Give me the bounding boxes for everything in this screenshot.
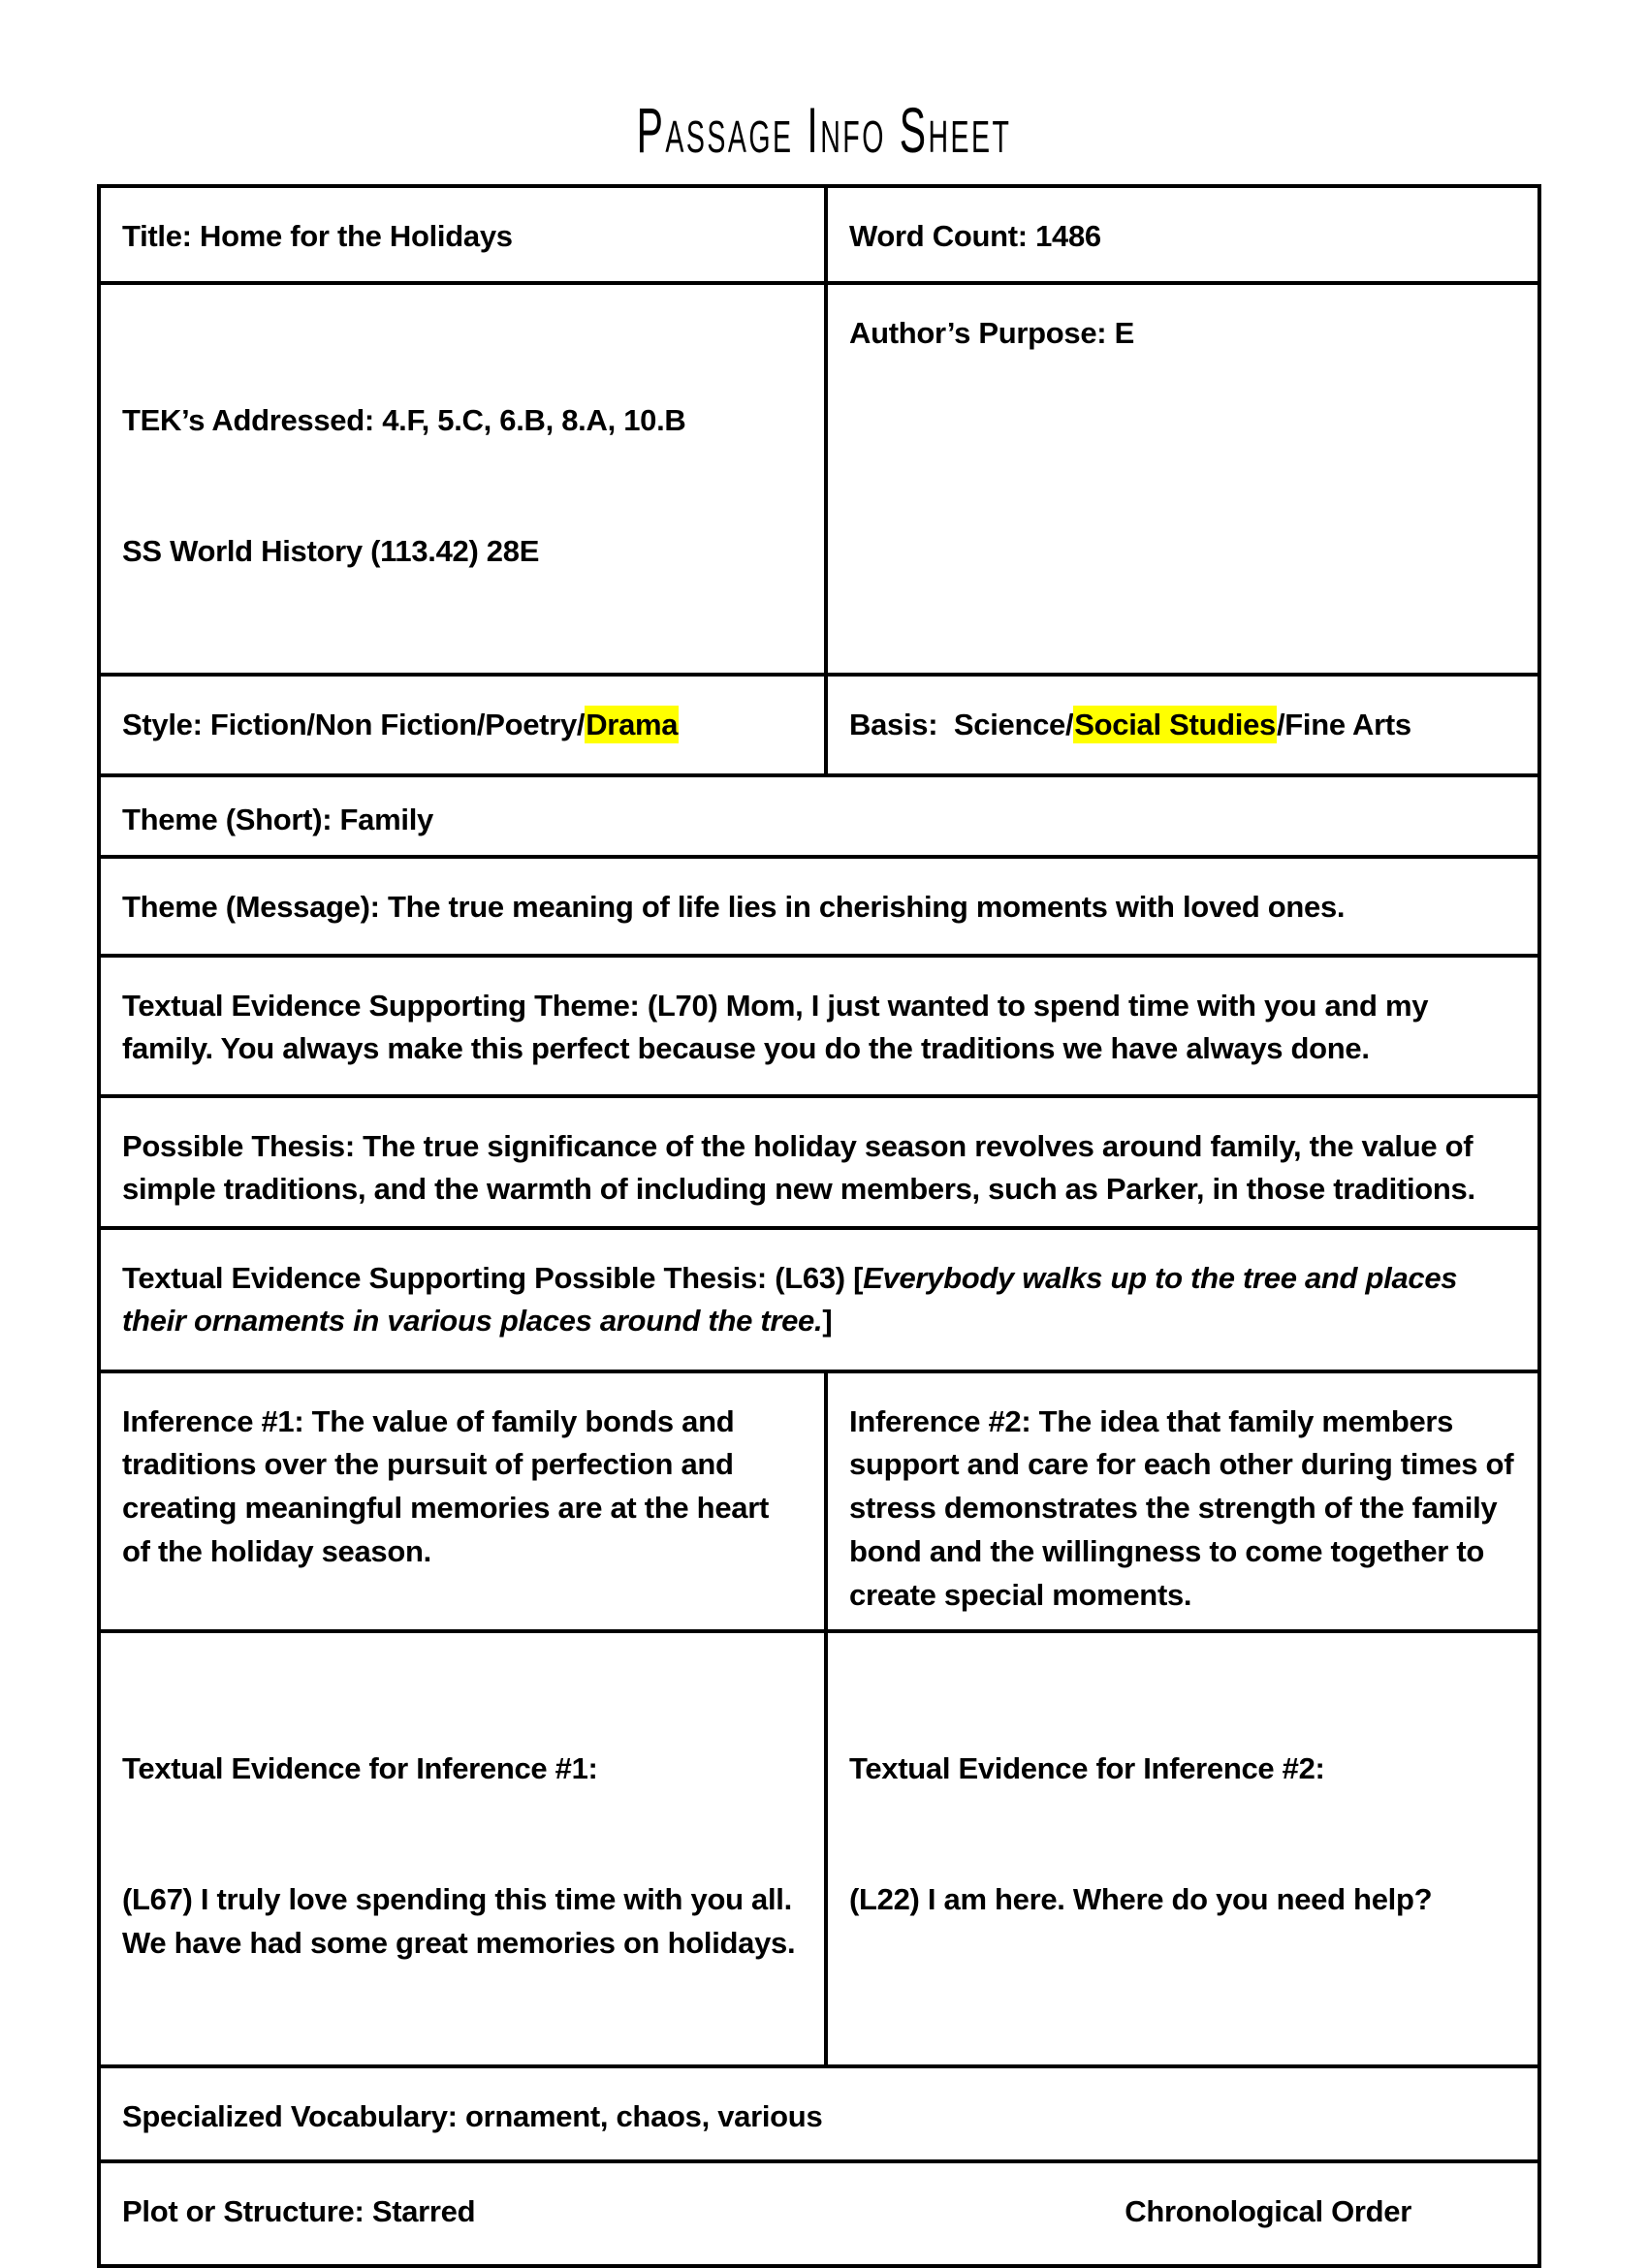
row-textual-evidence-theme — [101, 958, 1537, 1098]
basis-text-suffix: /Fine Arts — [1276, 707, 1411, 741]
row-textual-evidence-thesis — [101, 1230, 1537, 1373]
cell-theme-message: Theme (Message): The true meaning of life lies in cherishing moments with loved ones. — [122, 889, 1346, 924]
cell-theme-short: Theme (Short): Family — [122, 802, 433, 836]
teks-line-2: SS World History (113.42) 28E — [122, 533, 540, 568]
row-teks-purpose — [101, 285, 1537, 677]
basis-highlighted-choice: Social Studies — [1074, 707, 1276, 741]
plot-structure-label: Plot or Structure: Starred — [122, 2193, 476, 2228]
cell-authors-purpose: Author’s Purpose: E — [849, 316, 1134, 350]
basis-text: Basis: Science/ — [849, 707, 1074, 741]
row-textual-evidence-inferences — [101, 1633, 1537, 2067]
row-title-wordcount — [101, 188, 1537, 285]
cell-textual-evidence-inference-1 — [101, 1633, 828, 2063]
style-text: Style: Fiction/Non Fiction/Poetry/ — [122, 707, 586, 741]
cell-word-count: Word Count: 1486 — [849, 219, 1101, 253]
row-style-basis — [101, 677, 1537, 777]
cell-textual-evidence-thesis — [101, 1230, 1537, 1370]
row-specialized-vocabulary — [101, 2068, 1537, 2163]
style-highlighted-choice: Drama — [586, 707, 679, 741]
page-title-container — [0, 93, 1648, 167]
passage-info-table — [97, 184, 1541, 2268]
cell-teks-addressed — [101, 285, 828, 673]
thesis-evidence-bracket: ] — [822, 1304, 833, 1339]
cell-style — [101, 677, 828, 773]
evidence-inference-2-quote: (L22) I am here. Where do you need help? — [849, 1881, 1433, 1916]
thesis-evidence-quote: Everybody walks up to the tree and places their ornaments in various places around the tree. — [122, 1260, 1466, 1339]
evidence-inference-1-quote: (L67) I truly love spending this time with you all. We have had some great memories on holidays. — [122, 1881, 808, 1960]
cell-textual-evidence-inference-2 — [828, 1633, 1537, 2063]
teks-line-1: TEK’s Addressed: 4.F, 5.C, 6.B, 8.A, 10.B — [122, 402, 686, 437]
row-theme-short — [101, 777, 1537, 859]
cell-specialized-vocabulary: Specialized Vocabulary: ornament, chaos, various — [122, 2098, 823, 2133]
plot-structure-order: Chronological Order — [1125, 2193, 1411, 2228]
cell-possible-thesis: Possible Thesis: The true significance of the holiday season revolves around family, the value of simple traditions, and the warmth of including new members, such as Parker, in those traditions. — [122, 1128, 1481, 1207]
row-plot-structure — [101, 2163, 1537, 2264]
row-possible-thesis — [101, 1098, 1537, 1230]
cell-inference-1: Inference #1: The value of family bonds and traditions over the pursuit of perfection and creating meaningful memories are at the heart of the holiday season. — [101, 1373, 828, 1630]
evidence-inference-2-label: Textual Evidence for Inference #2: — [849, 1751, 1325, 1786]
cell-inference-2: Inference #2: The idea that family members support and care for each other during times of stress demonstrates the strength of the family bond and the willingness to come together to create special moments. — [849, 1403, 1522, 1613]
cell-passage-title: Title: Home for the Holidays — [101, 188, 828, 281]
cell-basis — [828, 677, 1537, 773]
cell-textual-evidence-theme: Textual Evidence Supporting Theme: (L70) Mom, I just wanted to spend time with you and my family. You always make this perfect because you do the traditions we have always done. — [122, 988, 1437, 1066]
thesis-evidence-label: Textual Evidence Supporting Possible Thesis: (L63) [ — [122, 1260, 864, 1295]
evidence-inference-1-label: Textual Evidence for Inference #1: — [122, 1751, 598, 1786]
row-inferences — [101, 1373, 1537, 1634]
row-theme-message — [101, 859, 1537, 958]
cell-plot-structure — [101, 2163, 1537, 2264]
page-title: Passage Info Sheet — [636, 94, 1012, 166]
